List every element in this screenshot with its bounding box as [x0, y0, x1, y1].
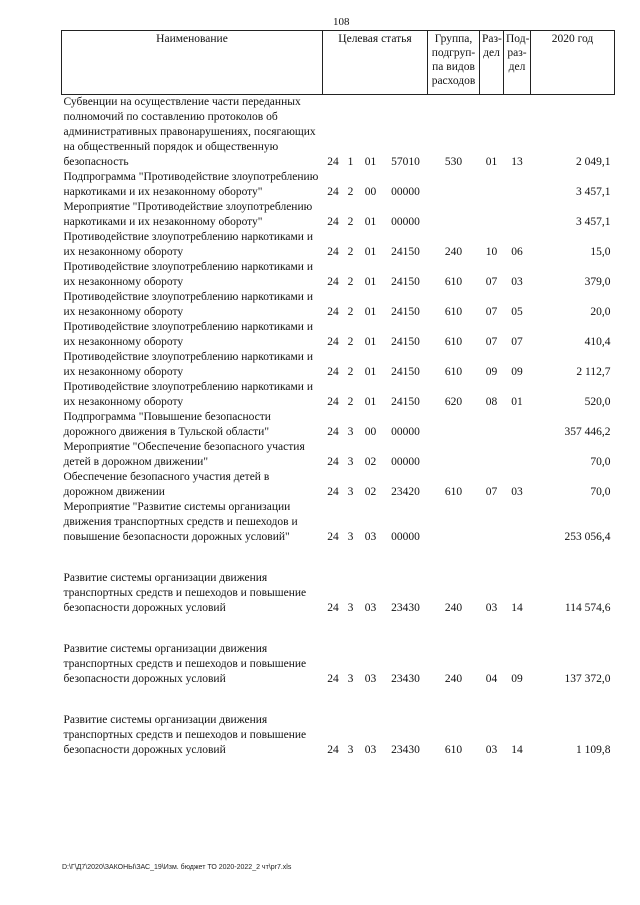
row-subsection: 05 [511, 306, 523, 318]
row-expense-group [428, 440, 480, 470]
row-expense-group: 610 [444, 486, 463, 498]
row-code-event: 03 [364, 531, 377, 543]
row-code-subprogram: 3 [347, 531, 354, 543]
row-code-direction: 24150 [391, 336, 420, 348]
row-code-subprogram: 3 [347, 673, 354, 685]
row-expense-group: 240 [444, 246, 463, 258]
row-code-subprogram: 2 [347, 186, 354, 198]
row-code-program: 24 [327, 673, 339, 685]
row-section [480, 410, 504, 440]
row-section: 07 [485, 276, 498, 288]
header-target-article: Целевая статья [323, 31, 428, 95]
row-code-event: 01 [364, 306, 377, 318]
row-code-event: 01 [364, 396, 377, 408]
row-code-event: 02 [364, 486, 377, 498]
row-amount: 137 372,0 [564, 673, 611, 685]
row-subsection: 09 [511, 366, 523, 378]
row-code-program: 24 [327, 396, 339, 408]
row-amount: 357 446,2 [564, 426, 611, 438]
row-expense-group [428, 200, 480, 230]
row-code-direction: 24150 [391, 366, 420, 378]
row-code-subprogram: 2 [347, 276, 354, 288]
header-expense-group: Группа, подгруп- па видов расходов [428, 31, 480, 95]
row-code-direction: 00000 [391, 456, 420, 468]
row-name: Развитие системы организации движения транспортных средств и пешеходов и повышение безопасности дорожных условий [63, 572, 307, 614]
row-expense-group: 610 [444, 336, 463, 348]
row-code-subprogram: 3 [347, 456, 354, 468]
table-row [62, 230, 615, 260]
row-code-program: 24 [327, 456, 339, 468]
file-path-footer: D:\Г\Д7\2020\ЗАКОНЫ\ЗАС_19\Изм. бюджет ТО 2020-2022_2 чт\pr7.xls [62, 864, 292, 871]
row-section [480, 500, 504, 545]
table-row [62, 410, 615, 440]
row-name: Развитие системы организации движения транспортных средств и пешеходов и повышение безопасности дорожных условий [63, 643, 307, 685]
row-expense-group: 610 [444, 276, 463, 288]
row-section: 03 [485, 602, 498, 614]
table-row [62, 290, 615, 320]
table-row [62, 500, 615, 545]
row-code-event: 00 [364, 186, 377, 198]
row-code-direction: 23430 [391, 602, 420, 614]
row-code-subprogram: 2 [347, 336, 354, 348]
row-code-program: 24 [327, 602, 339, 614]
row-code-direction: 00000 [391, 426, 420, 438]
row-amount: 253 056,4 [564, 531, 611, 543]
row-section [480, 200, 504, 230]
row-amount: 520,0 [584, 396, 611, 408]
header-name: Наименование [62, 31, 323, 95]
row-code-event: 01 [364, 156, 377, 168]
row-amount: 3 457,1 [576, 186, 611, 198]
row-code-event: 01 [364, 276, 377, 288]
budget-table [61, 30, 615, 758]
row-section [480, 440, 504, 470]
row-name: Развитие системы организации движения транспортных средств и пешеходов и повышение безопасности дорожных условий [63, 714, 307, 756]
row-subsection: 03 [511, 486, 523, 498]
page-number: 108 [333, 16, 350, 28]
row-code-direction: 00000 [391, 531, 420, 543]
row-section [480, 170, 504, 200]
row-name: Мероприятие "Развитие системы организации движения транспортных средств и пешеходов и повышение безопасности дорожных условий" [63, 501, 298, 543]
row-subsection: 01 [511, 396, 523, 408]
row-code-subprogram: 2 [347, 246, 354, 258]
row-expense-group: 240 [444, 673, 463, 685]
row-code-program: 24 [327, 186, 339, 198]
row-code-program: 24 [327, 276, 339, 288]
row-code-subprogram: 1 [347, 156, 354, 168]
row-expense-group [428, 500, 480, 545]
row-amount: 70,0 [590, 486, 611, 498]
row-code-direction: 24150 [391, 276, 420, 288]
row-amount: 70,0 [590, 456, 611, 468]
row-name: Подпрограмма "Повышение безопасности дорожного движения в Тульской области" [63, 411, 271, 438]
row-subsection: 14 [511, 744, 523, 756]
row-section: 10 [485, 246, 498, 258]
row-name: Мероприятие "Противодействие злоупотреблению наркотиками и их незаконному обороту" [63, 201, 313, 228]
table-row [62, 95, 615, 171]
row-code-program: 24 [327, 306, 339, 318]
row-code-program: 24 [327, 336, 339, 348]
row-section: 04 [485, 673, 498, 685]
row-expense-group: 530 [444, 156, 463, 168]
row-code-event: 00 [364, 426, 377, 438]
row-code-direction: 23430 [391, 673, 420, 685]
row-code-direction: 00000 [391, 216, 420, 228]
table-row [62, 260, 615, 290]
row-expense-group: 610 [444, 306, 463, 318]
row-section: 09 [485, 366, 498, 378]
row-code-event: 02 [364, 456, 377, 468]
table-row [62, 440, 615, 470]
row-code-program: 24 [327, 156, 339, 168]
header-section: Раз- дел [480, 31, 504, 95]
table-row [62, 200, 615, 230]
row-code-program: 24 [327, 216, 339, 228]
row-spacer [62, 687, 615, 713]
row-name: Противодействие злоупотреблению наркотиками и их незаконному обороту [63, 291, 313, 318]
header-subsection: Под- раз- дел [504, 31, 531, 95]
row-code-event: 01 [364, 246, 377, 258]
row-expense-group: 610 [444, 366, 463, 378]
table-row [62, 170, 615, 200]
row-expense-group: 240 [444, 602, 463, 614]
row-code-event: 03 [364, 602, 377, 614]
row-code-program: 24 [327, 426, 339, 438]
table-row [62, 470, 615, 500]
row-name: Обеспечение безопасного участия детей в дорожном движении [63, 471, 270, 498]
table-row [62, 320, 615, 350]
row-amount: 114 574,6 [564, 602, 611, 614]
row-subsection: 14 [511, 602, 523, 614]
row-code-direction: 57010 [391, 156, 420, 168]
row-code-direction: 00000 [391, 186, 420, 198]
row-subsection [504, 170, 531, 200]
row-name: Противодействие злоупотреблению наркотиками и их незаконному обороту [63, 351, 313, 378]
row-name: Противодействие злоупотреблению наркотиками и их незаконному обороту [63, 321, 313, 348]
row-code-subprogram: 2 [347, 216, 354, 228]
row-code-program: 24 [327, 744, 339, 756]
row-code-program: 24 [327, 486, 339, 498]
row-subsection: 09 [511, 673, 523, 685]
row-code-subprogram: 2 [347, 306, 354, 318]
row-code-event: 03 [364, 744, 377, 756]
row-section: 07 [485, 486, 498, 498]
row-code-subprogram: 2 [347, 396, 354, 408]
row-spacer [62, 545, 615, 571]
row-code-subprogram: 3 [347, 744, 354, 756]
row-code-direction: 23420 [391, 486, 420, 498]
row-code-event: 01 [364, 216, 377, 228]
row-subsection: 06 [511, 246, 523, 258]
row-amount: 410,4 [584, 336, 611, 348]
row-amount: 15,0 [590, 246, 611, 258]
row-code-event: 01 [364, 336, 377, 348]
row-amount: 2 112,7 [576, 366, 611, 378]
row-subsection [504, 410, 531, 440]
row-expense-group: 610 [444, 744, 463, 756]
table-row [62, 350, 615, 380]
row-spacer [62, 616, 615, 642]
header-year: 2020 год [531, 31, 615, 95]
row-code-direction: 24150 [391, 246, 420, 258]
row-section: 03 [485, 744, 498, 756]
row-amount: 3 457,1 [576, 216, 611, 228]
row-expense-group: 620 [444, 396, 463, 408]
row-subsection: 07 [511, 336, 523, 348]
row-amount: 20,0 [590, 306, 611, 318]
row-subsection: 13 [511, 156, 523, 168]
row-section: 01 [485, 156, 498, 168]
row-expense-group [428, 410, 480, 440]
row-code-program: 24 [327, 246, 339, 258]
row-name: Мероприятие "Обеспечение безопасного участия детей в дорожном движении" [63, 441, 305, 468]
row-subsection [504, 200, 531, 230]
row-code-program: 24 [327, 531, 339, 543]
table-row [62, 642, 615, 687]
row-name: Противодействие злоупотреблению наркотиками и их незаконному обороту [63, 261, 313, 288]
table-row [62, 713, 615, 758]
row-section: 07 [485, 336, 498, 348]
row-code-direction: 24150 [391, 396, 420, 408]
row-code-event: 01 [364, 366, 377, 378]
row-name: Подпрограмма "Противодействие злоупотреблению наркотиками и их незаконному обороту" [63, 171, 319, 198]
row-code-subprogram: 3 [347, 426, 354, 438]
table-row [62, 571, 615, 616]
row-amount: 2 049,1 [576, 156, 611, 168]
row-subsection: 03 [511, 276, 523, 288]
row-code-direction: 23430 [391, 744, 420, 756]
row-amount: 1 109,8 [576, 744, 611, 756]
row-name: Противодействие злоупотреблению наркотиками и их незаконному обороту [63, 381, 313, 408]
row-code-subprogram: 3 [347, 602, 354, 614]
row-amount: 379,0 [584, 276, 611, 288]
row-name: Субвенции на осуществление части переданных полномочий по составлению протоколов об административных правонарушениях, посягающих на общественный порядок и общественную безопасность [63, 96, 316, 168]
row-subsection [504, 440, 531, 470]
row-section: 07 [485, 306, 498, 318]
row-name: Противодействие злоупотреблению наркотиками и их незаконному обороту [63, 231, 313, 258]
row-code-subprogram: 2 [347, 366, 354, 378]
row-subsection [504, 500, 531, 545]
row-expense-group [428, 170, 480, 200]
row-code-direction: 24150 [391, 306, 420, 318]
table-row [62, 380, 615, 410]
row-code-subprogram: 3 [347, 486, 354, 498]
row-section: 08 [485, 396, 498, 408]
row-code-program: 24 [327, 366, 339, 378]
row-code-event: 03 [364, 673, 377, 685]
